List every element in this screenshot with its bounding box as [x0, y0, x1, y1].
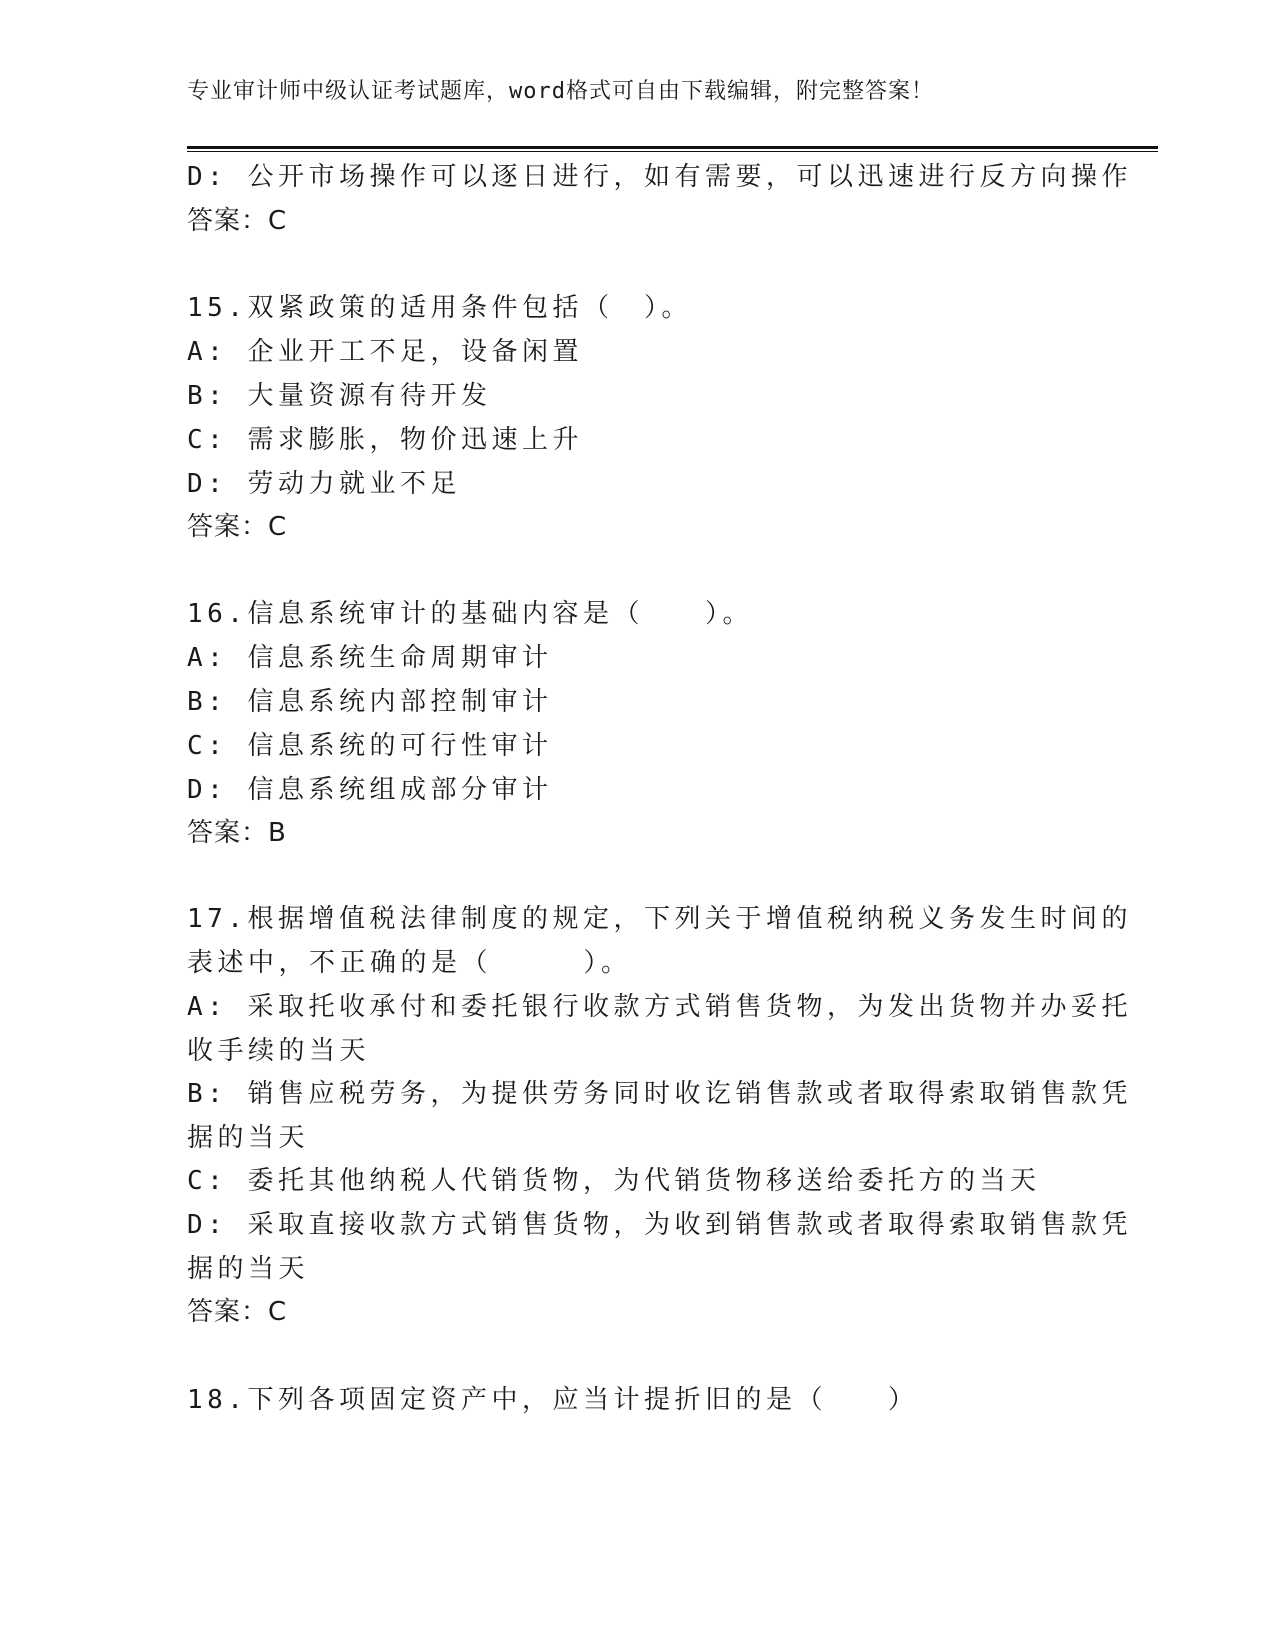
option-d-cont: 据的当天: [187, 1254, 310, 1284]
option-d: D: 劳动力就业不足: [187, 469, 461, 499]
page-header: 专业审计师中级认证考试题库，word格式可自由下载编辑，附完整答案！: [187, 79, 934, 104]
question-17: 17.根据增值税法律制度的规定，下列关于增值税纳税义务发生时间的: [187, 904, 1132, 934]
option-a: A: 信息系统生命周期审计: [187, 643, 553, 673]
option-c: C: 需求膨胀，物价迅速上升: [187, 425, 583, 455]
option-a-cont: 收手续的当天: [187, 1036, 371, 1066]
header-rule: [187, 146, 1158, 154]
question-16: 16.信息系统审计的基础内容是（ ）。: [187, 599, 753, 629]
option-c: C: 委托其他纳税人代销货物，为代销货物移送给委托方的当天: [187, 1166, 1041, 1196]
option-d: D: 信息系统组成部分审计: [187, 775, 553, 805]
answer: 答案：B: [187, 818, 287, 848]
option-b: B: 销售应税劳务，为提供劳务同时收讫销售款或者取得索取销售款凭: [187, 1079, 1132, 1109]
option-d: D: 公开市场操作可以逐日进行，如有需要，可以迅速进行反方向操作: [187, 162, 1132, 192]
answer: 答案：C: [187, 512, 288, 542]
option-b: B: 大量资源有待开发: [187, 381, 492, 411]
question-18: 18.下列各项固定资产中，应当计提折旧的是（ ）: [187, 1385, 919, 1415]
option-a: A: 采取托收承付和委托银行收款方式销售货物，为发出货物并办妥托: [187, 992, 1132, 1022]
question-17-cont: 表述中，不正确的是（ ）。: [187, 948, 632, 978]
option-b-cont: 据的当天: [187, 1123, 310, 1153]
option-a: A: 企业开工不足，设备闲置: [187, 337, 583, 367]
header-rule-thin: [187, 151, 1158, 152]
option-b: B: 信息系统内部控制审计: [187, 687, 553, 717]
option-c: C: 信息系统的可行性审计: [187, 731, 553, 761]
question-15: 15.双紧政策的适用条件包括（ ）。: [187, 293, 692, 323]
answer: 答案：C: [187, 206, 288, 236]
option-d: D: 采取直接收款方式销售货物，为收到销售款或者取得索取销售款凭: [187, 1210, 1132, 1240]
header-rule-thick: [187, 146, 1158, 149]
answer: 答案：C: [187, 1297, 288, 1327]
